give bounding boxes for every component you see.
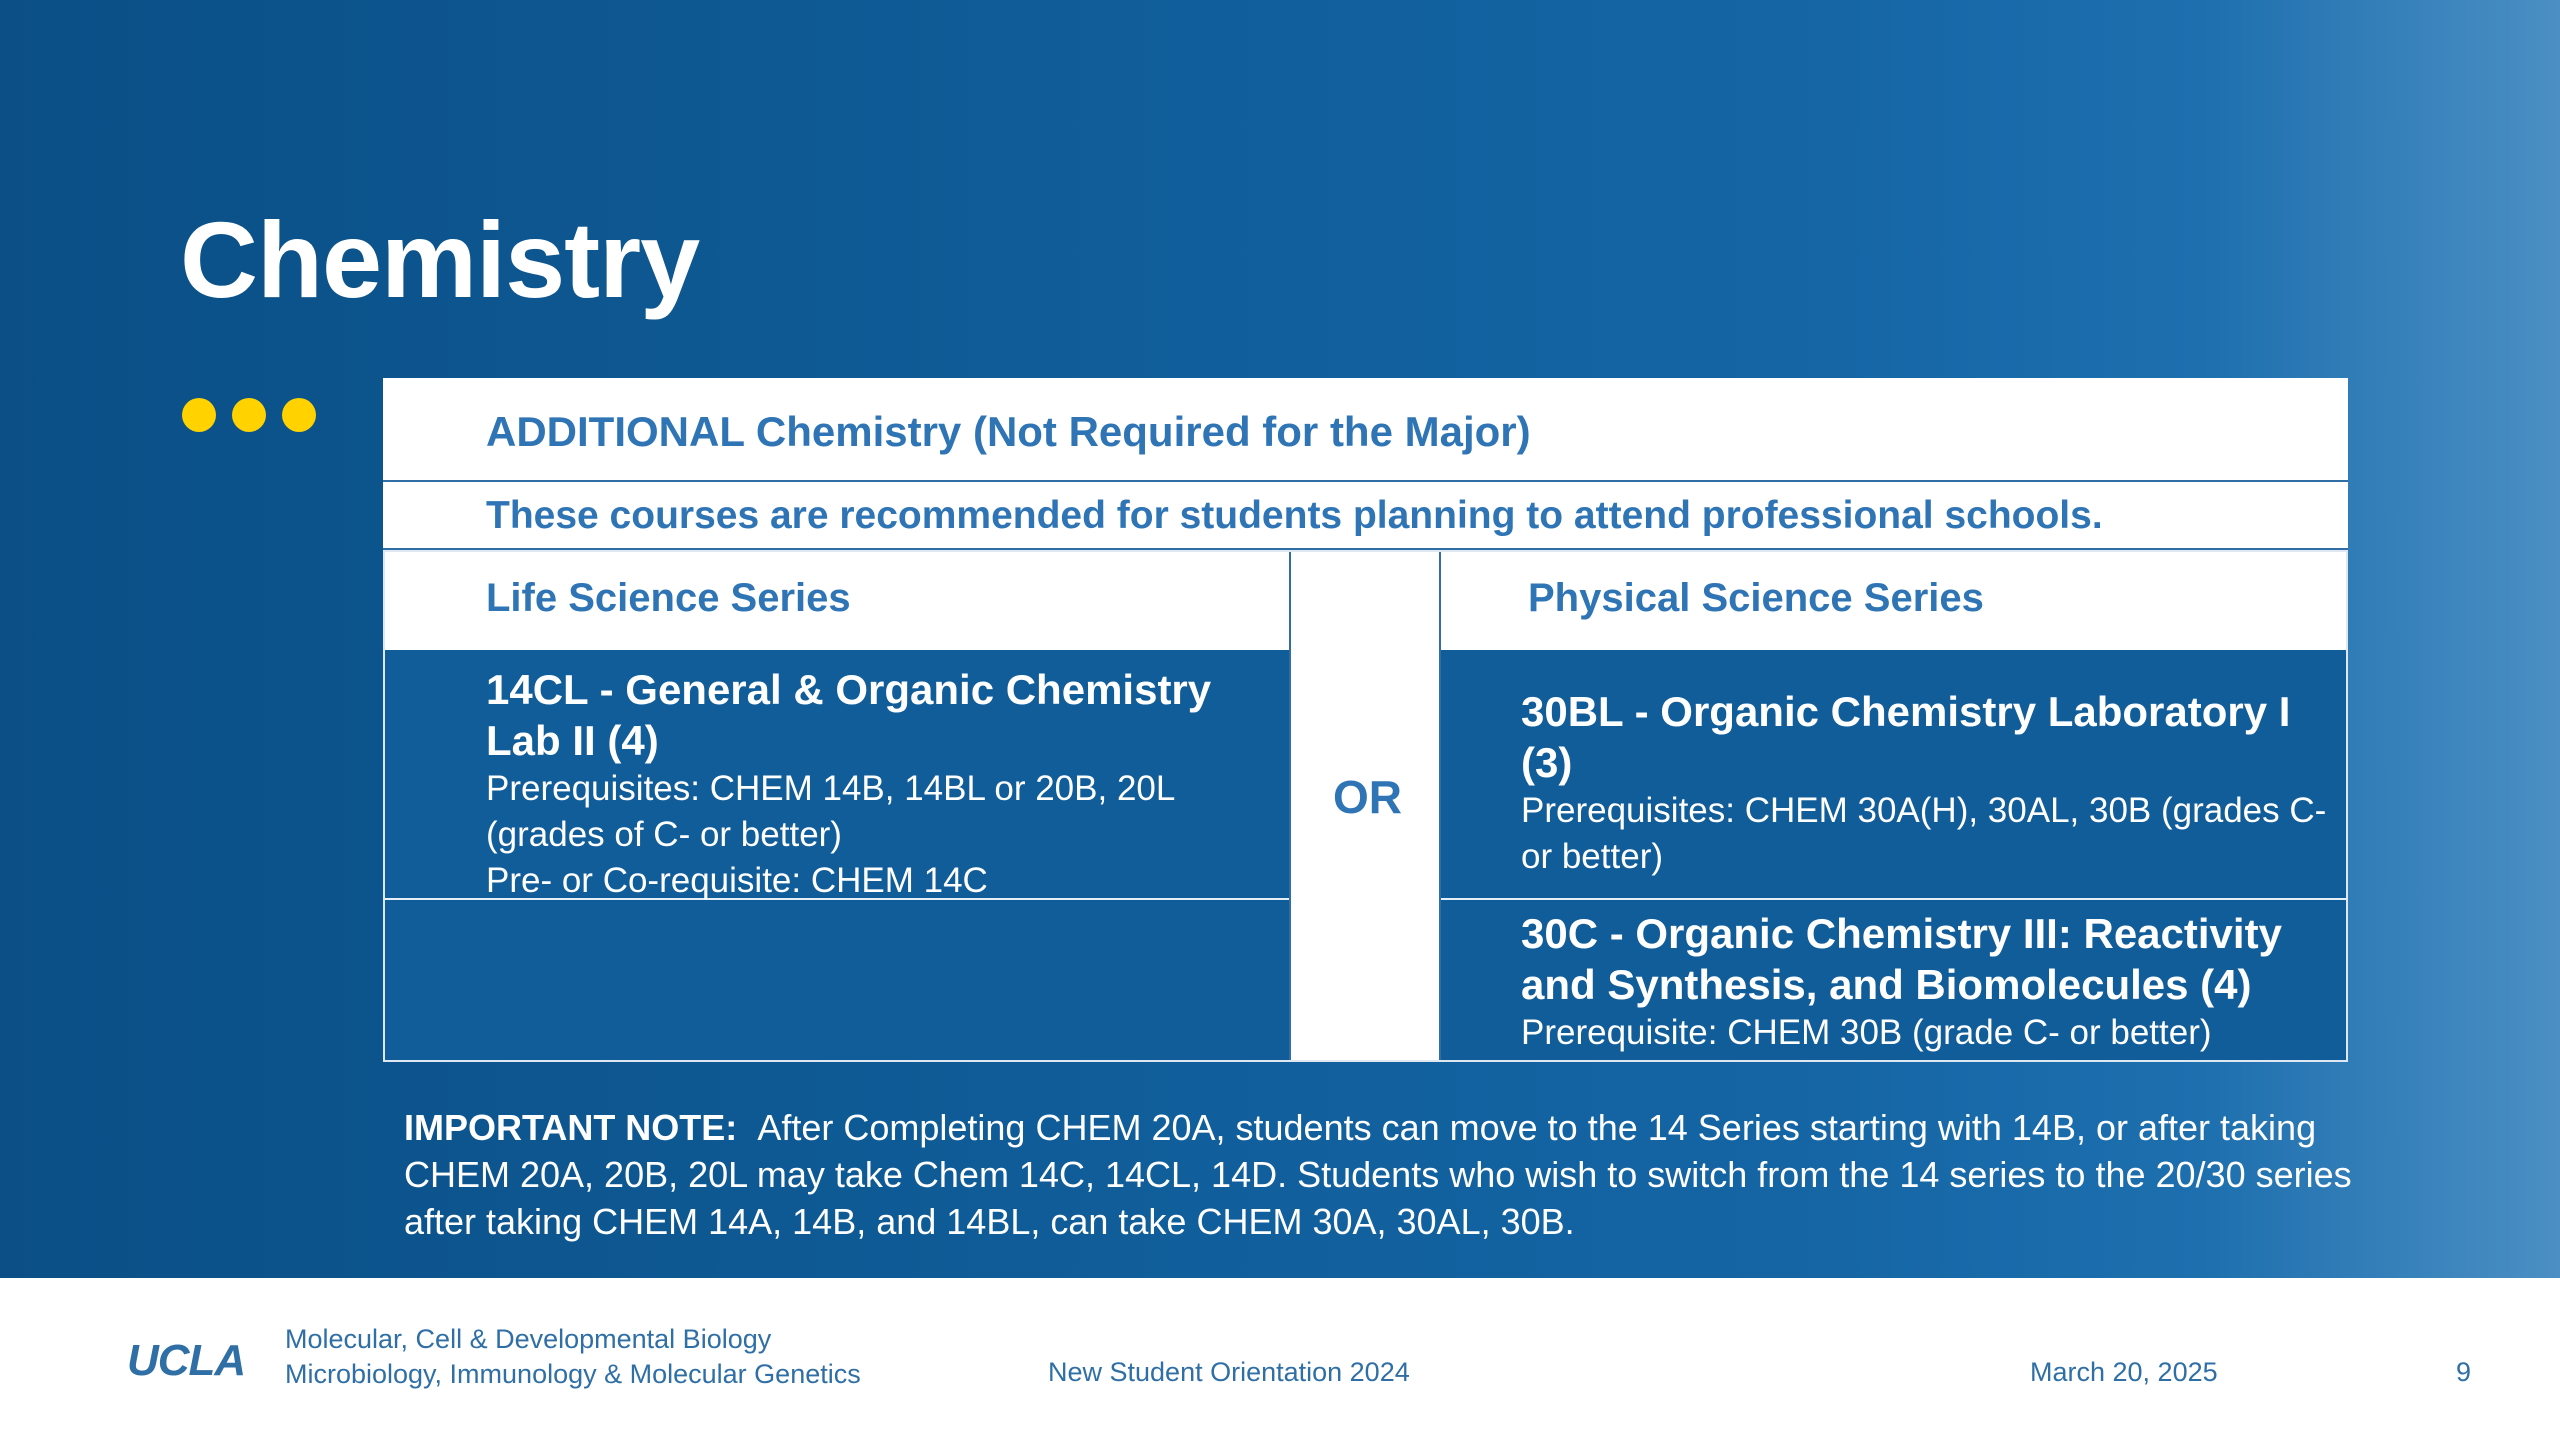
course-cell-30bl [1441,650,2348,900]
decorative-dots [182,398,316,432]
table-header-subtitle: These courses are recommended for students planning to attend professional schools. [486,494,2103,537]
course-title: 14CL - General & Organic Chemistry Lab II (4) [486,666,1212,764]
life-series-label: Life Science Series [486,576,851,620]
course-title: 30C - Organic Chemistry III: Reactivity and Synthesis, and Biomolecules (4) [1521,910,2282,1008]
course-prereq: Prerequisite: CHEM 30B (grade C- or better) [1521,1013,2212,1052]
dept-line-1: Molecular, Cell & Developmental Biology [285,1324,772,1354]
note-text: After Completing CHEM 20A, students can move to the 14 Series starting with 14B, or after taking CHEM 20A, 20B, 20L may take Chem 14C, 14CL, 14D. Students who wish to switch from the 14 series to the 20/30 series after taking CHEM 14A, 14B, and 14BL, can take CHEM 30A, 30AL, 30B. [404,1107,2352,1242]
course-title: 30BL - Organic Chemistry Laboratory I (3) [1521,688,2291,786]
note-label: IMPORTANT NOTE: [404,1107,738,1148]
ucla-logo: UCLA [127,1336,246,1385]
table-header-row [383,378,2348,482]
or-label: OR [1333,771,1402,823]
table-subheader-row [383,482,2348,550]
course-prereq: Prerequisites: CHEM 14B, 14BL or 20B, 20L (grades of C- or better) [486,769,1175,854]
page-number: 9 [2456,1357,2472,1387]
course-cell-30c [1441,900,2348,1062]
dot-icon [182,398,216,432]
dot-icon [232,398,266,432]
course-table [383,378,2348,1062]
dot-icon [282,398,316,432]
course-coreq: Pre- or Co-requisite: CHEM 14C [486,861,988,900]
or-column [1289,550,1441,1062]
empty-cell [383,900,1289,1062]
event-name: New Student Orientation 2024 [1048,1357,1410,1387]
course-cell-14cl [383,650,1289,900]
dept-line-2: Microbiology, Immunology & Molecular Genetics [285,1359,861,1389]
life-series-header [383,550,1289,650]
slide-date: March 20, 2025 [2030,1357,2218,1387]
important-note [404,1104,2364,1245]
slide-title: Chemistry [180,199,700,320]
department-names [285,1322,861,1392]
course-prereq: Prerequisites: CHEM 30A(H), 30AL, 30B (grades C- or better) [1521,791,2327,876]
physical-series-label: Physical Science Series [1528,576,1984,620]
table-header-title: ADDITIONAL Chemistry (Not Required for the Major) [486,408,1531,455]
physical-series-header [1441,550,2348,650]
